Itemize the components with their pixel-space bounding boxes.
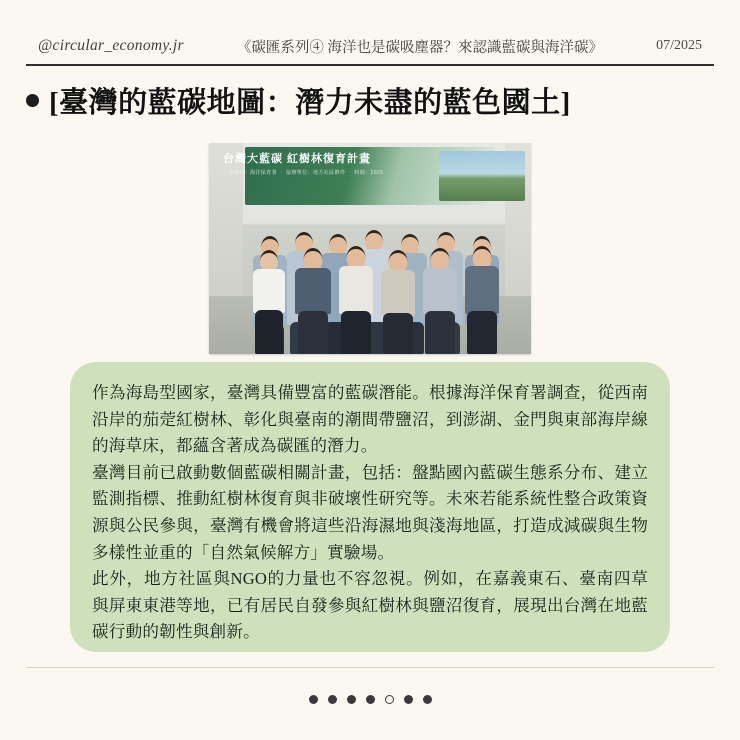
pagination-dots[interactable] [0, 695, 740, 704]
body-paragraph: 此外，地方社區與NGO的力量也不容忽視。例如，在嘉義東石、臺南四草與屏東東港等地，已有居民自發參與紅樹林與鹽沼復育，展現出台灣在地藍碳行動的韌性與創新。 [92, 569, 648, 642]
pagination-dot-4[interactable] [366, 695, 375, 704]
header-divider [26, 64, 714, 66]
series-title: 《碳匯系列④ 海洋也是碳吸塵器？來認識藍碳與海洋碳》 [236, 39, 604, 56]
pagination-dot-7[interactable] [423, 695, 432, 704]
body-paragraph: 臺灣目前已啟動數個藍碳相關計畫，包括：盤點國內藍碳生態系分布、建立監測指標、推動紅樹林復育與非破壞性研究等。未來若能系統性整合政策資源與公民參與，臺灣有機會將這些沿海濕地與淺海地區，打造成減碳與生物多樣性並重的「自然氣候解方」實驗場。 [92, 462, 648, 562]
event-photo [209, 143, 531, 354]
page-header [38, 30, 702, 62]
pagination-dot-5-active[interactable] [385, 695, 394, 704]
photo-person [421, 248, 459, 354]
pagination-dot-6[interactable] [404, 695, 413, 704]
photo-person [463, 246, 501, 354]
photo-screen-image [439, 151, 525, 201]
photo-person [293, 248, 333, 354]
account-handle: @circular_economy.jr [38, 37, 184, 54]
body-paragraph: 作為海島型國家，臺灣具備豐富的藍碳潛能。根據海洋保育署調查，從西南沿岸的茄萣紅樹林、彰化與臺南的潮間帶鹽沼，到澎湖、金門與東部海岸線的海草床，都蘊含著成為碳匯的潛力。 [92, 383, 648, 456]
page-title-row [26, 80, 714, 121]
pagination-dot-1[interactable] [309, 695, 318, 704]
footer-divider [26, 667, 714, 669]
pagination-dot-3[interactable] [347, 695, 356, 704]
body-text-card [70, 362, 670, 652]
photo-person [337, 246, 375, 354]
photo-banner-title: 台灣大藍碳 紅樹林復育計畫 [223, 153, 372, 165]
photo-person [251, 250, 287, 354]
page-title: [臺灣的藍碳地圖：潛力未盡的藍色國土] [49, 87, 571, 119]
photo-person [379, 250, 417, 354]
publish-date: 07/2025 [656, 38, 702, 53]
photo-banner-subtitle: 主辦單位：海洋保育署 ‧ 協辦單位：地方社區夥伴 ‧ 時間：2025 [223, 170, 384, 176]
bullet-dot-icon [26, 94, 39, 107]
pagination-dot-2[interactable] [328, 695, 337, 704]
